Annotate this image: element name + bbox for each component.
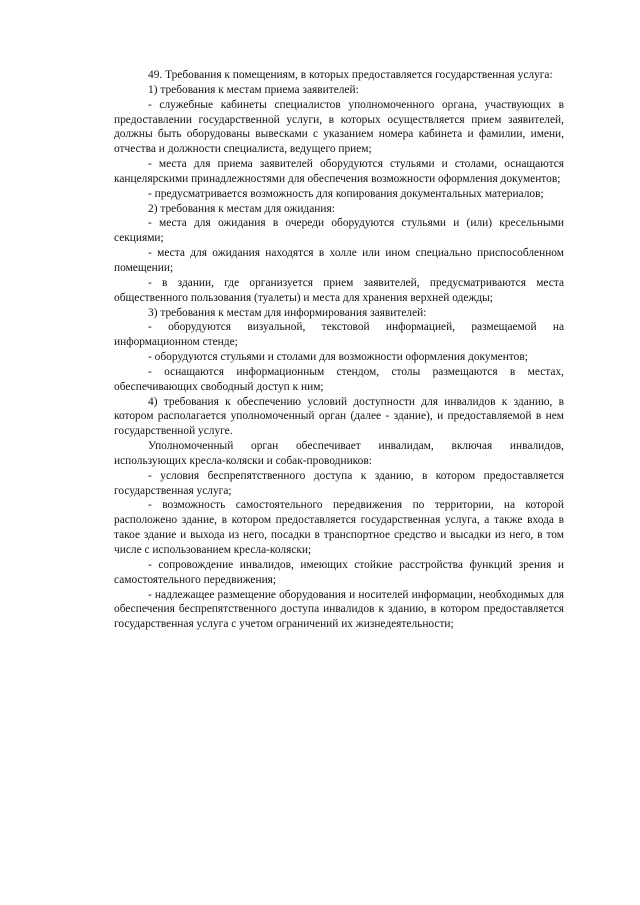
section-49-heading: 49. Требования к помещениям, в которых предоставляется государственная услуга: — [148, 69, 553, 81]
list-item: - места для ожидания в очереди оборудуются стульями и (или) кресельными секциями; — [114, 217, 564, 245]
list-item: - оборудуются визуальной, текстовой информацией, размещаемой на информационном стенде; — [114, 321, 564, 349]
list-item: - предусматривается возможность для копирования документальных материалов; — [148, 187, 544, 200]
list-item: - оборудуются стульями и столами для возможности оформления документов; — [148, 351, 528, 364]
list-item: - места для ожидания находятся в холле или ином специально приспособленном помещении; — [114, 247, 564, 274]
list-item: - оснащаются информационным стендом, столы размещаются в местах, обеспечивающих свободный доступ к ним; — [114, 365, 564, 393]
list-item: - служебные кабинеты специалистов уполномоченного органа, участвующих в предоставлении государственной услуги, в которых осуществляется прием заявителей, должны быть оборудованы вывесками с указанием номера кабинета и фамилии, имени, отчества и должности специалиста, ведущего прием; — [114, 98, 564, 156]
list-item: - возможность самостоятельного передвижения по территории, на которой расположено здание, в котором предоставляется государственная услуга, а также входа в такое здание и выхода из него, посадки в транспортное средство и высадки из него, в том числе с использованием кресла-коляски; — [114, 499, 564, 556]
subsection-2-heading: 2) требования к местам для ожидания: — [148, 202, 335, 215]
list-item: - надлежащее размещение оборудования и носителей информации, необходимых для обеспечения беспрепятственного доступа инвалидов к зданию, в котором предоставляется государственная услуга с учетом ограничений их жизнедеятельности; — [114, 588, 564, 631]
subsection-1-heading: 1) требования к местам приема заявителей: — [148, 83, 359, 96]
body-paragraph: Уполномоченный орган обеспечивает инвалидам, включая инвалидов, использующих кресла-коляски и собак-проводников: — [114, 440, 564, 467]
list-item: - в здании, где организуется прием заявителей, предусматриваются места общественного пользования (туалеты) и места для хранения верхней одежды; — [114, 276, 564, 304]
document-page — [114, 68, 564, 632]
list-item: - места для приема заявителей оборудуются стульями и столами, оснащаются канцелярскими принадлежностями для обеспечения возможности оформления документов; — [114, 158, 564, 185]
subsection-4-heading: 4) требования к обеспечению условий доступности для инвалидов к зданию, в котором располагается уполномоченный орган (далее - здание), и предоставляемой в нем государственной услуге. — [114, 395, 564, 438]
subsection-3-heading: 3) требования к местам для информирования заявителей: — [148, 306, 427, 319]
list-item: - сопровождение инвалидов, имеющих стойкие расстройства функций зрения и самостоятельного передвижения; — [114, 558, 564, 586]
list-item: - условия беспрепятственного доступа к зданию, в котором предоставляется государственная услуга; — [114, 469, 564, 497]
